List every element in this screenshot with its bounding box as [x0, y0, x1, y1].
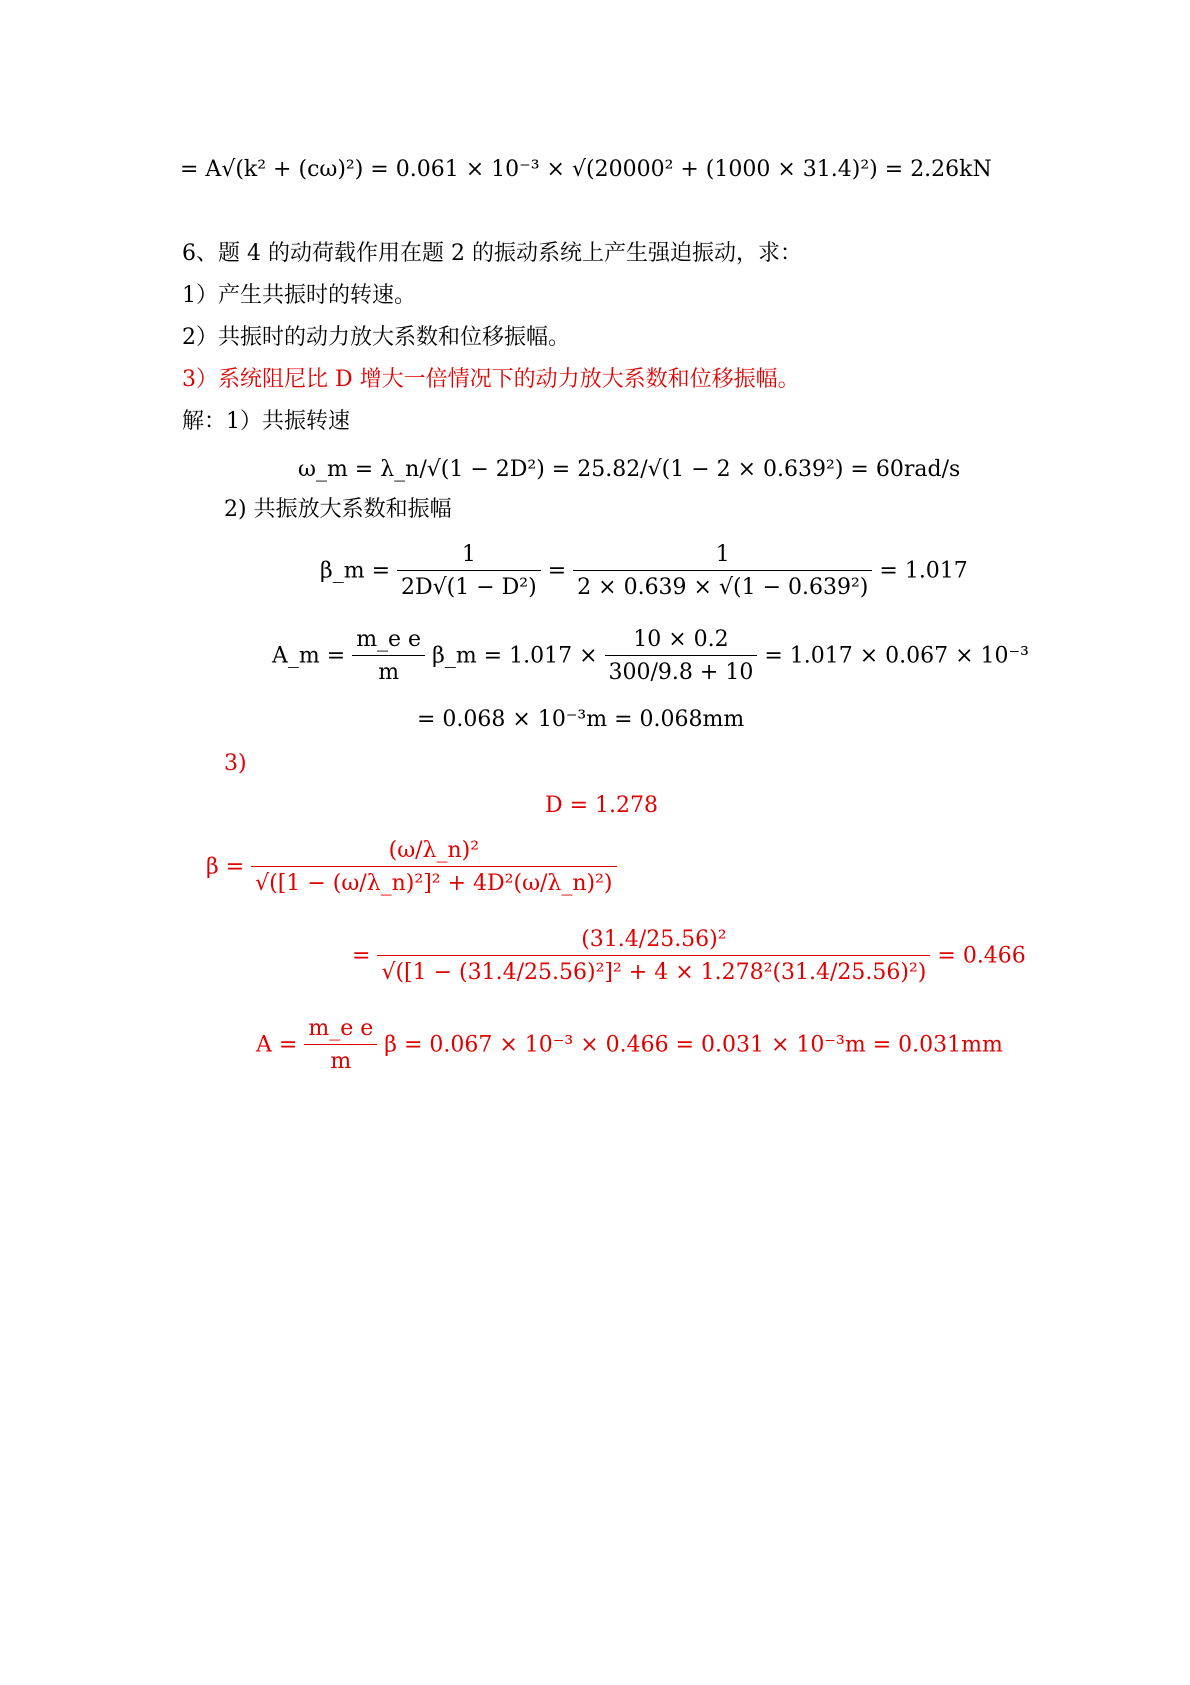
equation-a — [256, 1014, 1003, 1077]
beta-m-frac-2 — [573, 540, 872, 603]
beta-numeric-frac — [377, 925, 930, 988]
problem-statement: 6、题 4 的动荷载作用在题 2 的振动系统上产生强迫振动，求： — [182, 241, 802, 266]
equation-fdmax — [180, 156, 992, 184]
beta-m-den-1: 2D√(1 − D²) — [401, 575, 537, 600]
part3-label: 3) — [224, 751, 247, 776]
beta-m-den-2: 2 × 0.639 × √(1 − 0.639²) — [577, 575, 869, 600]
beta-lhs: β = — [206, 854, 245, 880]
solution-label: 解：1）共振转速 — [182, 409, 350, 434]
equation-fdmax-text: = A√(k² + (cω)²) = 0.061 × 10⁻³ × √(20000² + (1000 × 31.4)²) = 2.26kN — [180, 157, 992, 182]
a-mass-den: m — [330, 1049, 352, 1074]
beta-frac — [251, 836, 616, 899]
damping-ratio-value: D = 1.278 — [545, 793, 659, 818]
part2-label: 2) 共振放大系数和振幅 — [224, 497, 452, 522]
a-m-result: = 1.017 × 0.067 × 10⁻³ — [764, 643, 1029, 669]
a-mass-num: m_e e — [308, 1016, 374, 1041]
a-m-mid: β_m = 1.017 × — [432, 643, 598, 669]
a-m-mass-frac — [352, 625, 425, 688]
a-m-lhs: A_m = — [272, 643, 346, 669]
equation-omega-m: ω_m = λ_n/√(1 − 2D²) = 25.82/√(1 − 2 × 0.639²) = 60rad/s — [298, 457, 961, 482]
equation-a-m-line2: = 0.068 × 10⁻³m = 0.068mm — [417, 707, 745, 732]
question-1: 1）产生共振时的转速。 — [182, 283, 416, 308]
beta-m-result: = 1.017 — [879, 558, 968, 584]
a-rest: β = 0.067 × 10⁻³ × 0.466 = 0.031 × 10⁻³m = 0.031mm — [384, 1032, 1003, 1058]
a-m-value-frac — [605, 625, 758, 688]
equation-beta — [206, 836, 617, 899]
beta-m-frac-1 — [397, 540, 541, 603]
beta-den: √([1 − (ω/λ_n)²]² + 4D²(ω/λ_n)²) — [255, 871, 613, 896]
beta-m-num-2: 1 — [715, 542, 730, 567]
a-mass-frac — [304, 1014, 377, 1077]
beta-numeric-den: √([1 − (31.4/25.56)²]² + 4 × 1.278²(31.4/25.56)²) — [381, 960, 927, 985]
a-m-mass-den: m — [378, 660, 400, 685]
beta-numeric-result: = 0.466 — [937, 943, 1026, 969]
beta-num: (ω/λ_n)² — [388, 838, 480, 863]
equation-beta-numeric: = $\frac{\text{(31.4/25.56)²}}{\text{√([1 − (31.4/25.56)²]² + 4 × 1.278²(31.4/25.56)²)}}$ = 0.466 — [352, 925, 1026, 988]
beta-m-num-1: 1 — [461, 542, 476, 567]
question-2: 2）共振时的动力放大系数和位移振幅。 — [182, 325, 570, 350]
a-lhs: A = — [256, 1032, 298, 1058]
beta-m-lhs: β_m = — [320, 558, 391, 584]
a-m-den: 300/9.8 + 10 — [608, 660, 754, 685]
question-3: 3）系统阻尼比 D 增大一倍情况下的动力放大系数和位移振幅。 — [182, 367, 800, 392]
a-m-mass-num: m_e e — [356, 627, 422, 652]
equation-beta-m: β_m = $\frac{1}{\text{2D√(1 − D²)}}$ = $\frac{1}{\text{2 × 0.639 × √(1 − 0.639²)}}$ = 1.017 — [320, 540, 968, 603]
equation-a-m — [272, 625, 1029, 688]
beta-numeric-num: (31.4/25.56)² — [581, 927, 727, 952]
a-m-num: 10 × 0.2 — [633, 627, 729, 652]
